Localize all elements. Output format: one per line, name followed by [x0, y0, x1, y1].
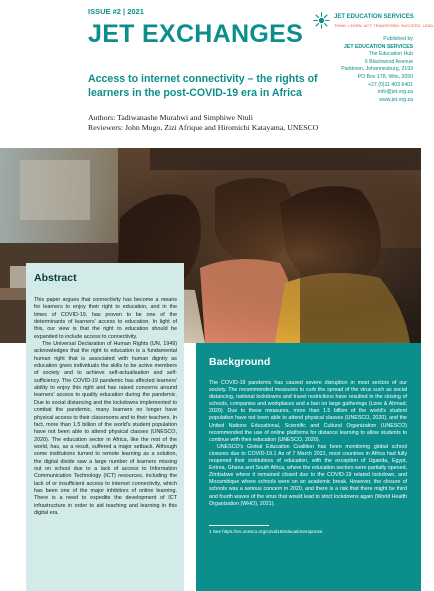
- abstract-body: [34, 297, 177, 517]
- publisher-phone: +27 (0)11 403 6401: [367, 81, 413, 88]
- footnote-divider: [209, 525, 269, 526]
- abstract-panel: [26, 263, 184, 591]
- address-line: Parktown, Johannesburg, 2193: [341, 66, 413, 73]
- published-by-label: Published by: [383, 36, 413, 42]
- background-heading: Background: [209, 356, 271, 368]
- background-paragraph: The COVID-19 pandemic has caused severe disruption in most sectors of our society. The recommended measures to curb the spread of the virus such as social distancing, national lockdowns and travel restrictions have resulted in the closing of schools, companies and workplaces and a ban on large gatherings (Lone & Ahmad, 2020). Due to these measures, more than 1.5 billion of the world's student population have not been able to attend physical classes (UNESCO, 2020), and the United Nations Educational, Scientific and Cultural Organization (UNESCO) recommended the use of online platforms for distance learning to allow students to continue with their education (UNESCO, 2020).: [209, 380, 407, 443]
- jet-sunburst-logo-icon: [313, 12, 330, 29]
- logo-tagline: THINK. LEARN. ACT. TRANSFORM. SUCCEED. LEAD.: [334, 23, 434, 28]
- address-line: 6 Blackwood Avenue: [364, 58, 413, 65]
- address-line: The Education Hub: [368, 51, 413, 58]
- background-paragraph: UNESCO's Global Education Coalition has been monitoring global school closures due to COVID-19.1 As of 7 March 2021, most countries in Africa had fully reopened their institutions of education, with the exception of Uganda, Egypt, Eritrea, Ghana and South Africa, where the education sectors were partially opened, Zimbabwe where it remained closed due to the COVID-19 related lockdown, and Mozambique where schools were on an academic break. However, the closure of schools was a serious concern in 2020, and there is a risk that there might be third and fourth waves of the virus that would lead to strict lockdowns again (World Health Organization (WHO), 2021).: [209, 443, 407, 507]
- publisher-email[interactable]: info@jet.org.za: [378, 89, 413, 96]
- publisher-website[interactable]: www.jet.org.za: [379, 96, 413, 103]
- abstract-paragraph: The Universal Declaration of Human Rights (UN, 1949) acknowledges that the right to education is a fundamental human right that is associated with human dignity as education gives individuals the skills to be active members of society and to achieve self-actualisation and self-sufficiency. The COVID-19 pandemic has affected learners' ability to enjoy this right and has raised concerns around learners' access to quality education during the pandemic. Due to social distancing and the lockdowns implemented to combat the pandemic, many learners no longer have physical access to their classrooms and to their teachers. In fact, more than 1.5 billion of the world's student population have not been able to attend physical classes (UNESCO, 2020). The education sector in Africa, like the rest of the world, has, as a result, suffered a major setback. Although some institutions turned to remote learning as a solution, the digital divide saw a large number of learners missing out on school due to a lack of access to Information Communication Technology (ICT) resources, including the lack of or insufficient access to internet connectivity, which has been one of the major inhibitors of online learning. There is a need to expedite the development of ICT infrastructure in order to aid teaching and learning in this digital era.: [34, 341, 177, 516]
- jet-logo: [313, 12, 434, 34]
- background-body: [209, 380, 407, 508]
- magazine-title: JET EXCHANGES: [88, 20, 304, 48]
- abstract-paragraph: This paper argues that connectivity has become a means for learners to enjoy their right to education, and in the times of COVID-19, has proven to be one of the determinants of learners' access to education. In light of this, our view is that the right to education should be expanded to include access to connectivity.: [34, 297, 177, 340]
- reviewers-line: Reviewers: John Mugo, Zizi Afrique and Hiromichi Katayama, UNESCO: [88, 123, 319, 132]
- issue-label: ISSUE #2 | 2021: [88, 7, 144, 16]
- page-header: [0, 0, 434, 148]
- article-title: Access to internet connectivity – the rights of learners in the post-COVID-19 era in Africa: [88, 73, 318, 99]
- publisher-name: JET EDUCATION SERVICES: [344, 43, 413, 50]
- article-credits: [88, 113, 418, 133]
- logo-name: JET EDUCATION SERVICES: [334, 14, 414, 20]
- address-line: PO Box 178, Wits, 2050: [357, 73, 413, 80]
- abstract-heading: Abstract: [34, 272, 77, 284]
- background-panel: [196, 343, 421, 591]
- authors-line: Authors: Tadiwanashe Murahwi and Simphiwe Ntuli: [88, 113, 253, 122]
- footnote[interactable]: 1 See https://en.unesco.org/covid19/educationresponse: [209, 529, 323, 535]
